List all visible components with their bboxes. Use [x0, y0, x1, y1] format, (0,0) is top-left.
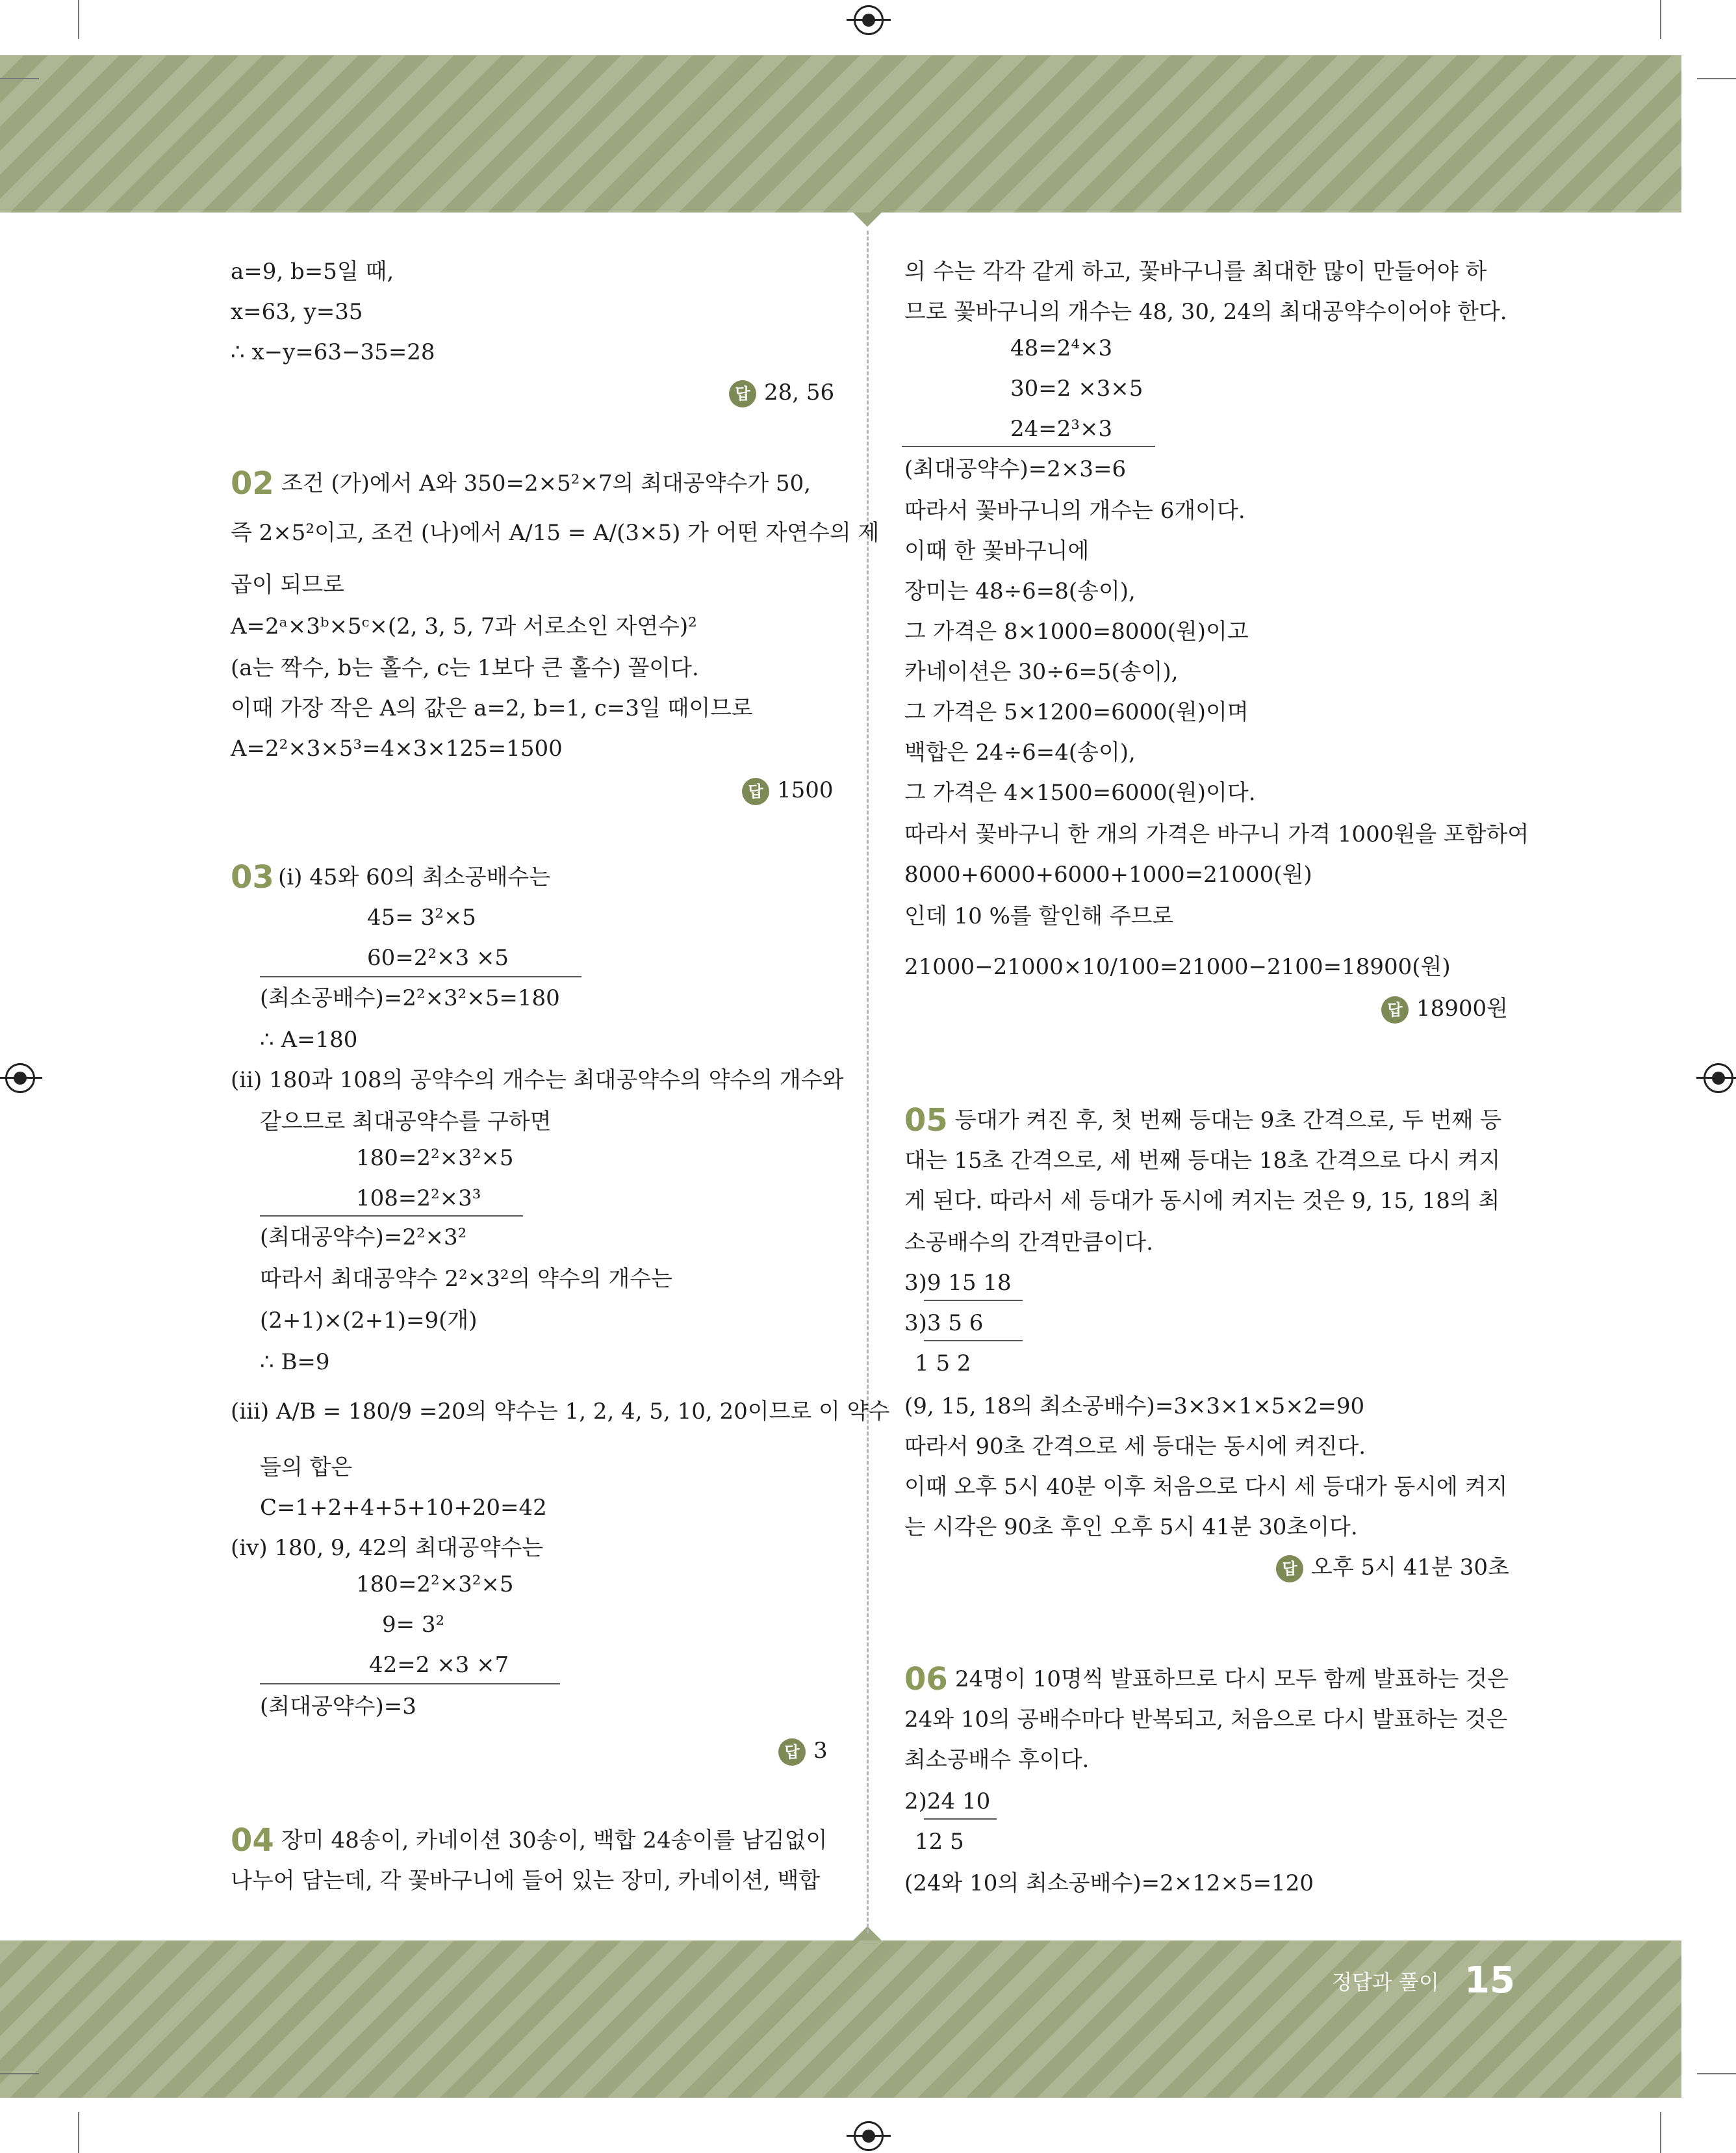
text-line: 9= 3²: [382, 1612, 445, 1638]
text-line: 따라서 꽃바구니의 개수는 6개이다.: [904, 498, 1245, 524]
text-line: (최대공약수)=3: [260, 1694, 416, 1720]
crop-mark: [78, 2112, 79, 2153]
crop-mark: [0, 78, 39, 79]
page-number: 15: [1464, 1959, 1515, 2002]
calc-rule: [902, 446, 1155, 447]
registration-mark-icon: [854, 5, 884, 35]
problem-number: 02: [231, 465, 274, 502]
text-line: ∴ A=180: [260, 1027, 358, 1053]
text-line: 그 가격은 5×1200=6000(원)이며: [904, 699, 1249, 725]
answer-text: 28, 56: [764, 380, 835, 406]
answer-row: [729, 378, 834, 407]
calc-rule: [260, 976, 581, 977]
text-line: 장미 48송이, 카네이션 30송이, 백합 24송이를 남김없이: [281, 1827, 828, 1853]
answer-badge-icon: 답: [1381, 996, 1409, 1024]
answer-row: [778, 1736, 828, 1766]
text-line: 24명이 10명씩 발표하므로 다시 모두 함께 발표하는 것은: [955, 1666, 1509, 1692]
text-line: (최대공약수)=2×3=6: [904, 456, 1127, 482]
calc-rule: [260, 1683, 560, 1684]
text-line: (a는 짝수, b는 홀수, c는 1보다 큰 홀수) 꼴이다.: [231, 655, 699, 681]
text-line: 카네이션은 30÷6=5(송이),: [904, 659, 1179, 685]
calc-rule: [924, 1818, 997, 1820]
answer-text: 오후 5시 41분 30초: [1311, 1554, 1509, 1580]
text-line: 48=2⁴×3: [1010, 335, 1113, 361]
text-line: 들의 합은: [260, 1454, 353, 1480]
text-line: (2+1)×(2+1)=9(개): [260, 1308, 478, 1334]
text-line: 즉 2×5²이고, 조건 (나)에서 A/15 = A/(3×5) 가 어떤 자연수의 제: [231, 520, 880, 546]
header-band: [0, 55, 1681, 213]
text-line: a=9, b=5일 때,: [231, 259, 394, 285]
calc-rule: [924, 1340, 1023, 1341]
answer-badge-icon: 답: [778, 1738, 806, 1766]
answer-text: 3: [813, 1738, 828, 1764]
problem-number: 04: [231, 1822, 274, 1859]
crop-mark: [1660, 2112, 1661, 2153]
text-line: 백합은 24÷6=4(송이),: [904, 740, 1136, 766]
text-line: 따라서 90초 간격으로 세 등대는 동시에 켜진다.: [904, 1434, 1366, 1460]
text-line: (최대공약수)=2²×3²: [260, 1224, 467, 1250]
registration-mark-icon: [5, 1063, 35, 1093]
text-line: 24와 10의 공배수마다 반복되고, 처음으로 다시 발표하는 것은: [904, 1707, 1508, 1733]
text-line: 소공배수의 간격만큼이다.: [904, 1230, 1153, 1256]
answer-row: [1276, 1553, 1509, 1582]
text-line: x=63, y=35: [231, 299, 363, 325]
column-divider: [867, 231, 869, 1933]
text-line: 180=2²×3²×5: [356, 1145, 514, 1171]
answer-badge-icon: 답: [729, 380, 756, 407]
text-line: 1 5 2: [915, 1350, 971, 1376]
problem-number: 05: [904, 1102, 948, 1139]
text-line: 그 가격은 8×1000=8000(원)이고: [904, 619, 1249, 645]
registration-mark-icon: [1704, 1063, 1733, 1093]
problem-number: 03: [231, 859, 274, 896]
answer-badge-icon: 답: [742, 778, 769, 805]
text-line: 24=2³×3: [1010, 416, 1113, 442]
answer-badge-icon: 답: [1276, 1555, 1303, 1582]
crop-mark: [1697, 2073, 1736, 2074]
answer-row: [742, 776, 834, 805]
text-line: (9, 15, 18의 최소공배수)=3×3×1×5×2=90: [904, 1393, 1365, 1419]
text-line: 30=2 ×3×5: [1010, 376, 1143, 402]
text-line: 108=2²×3³: [356, 1185, 481, 1211]
text-line: (ⅱ) 180과 108의 공약수의 개수는 최대공약수의 약수의 개수와: [231, 1067, 844, 1093]
text-line: 같으므로 최대공약수를 구하면: [260, 1109, 552, 1135]
crop-mark: [78, 0, 79, 39]
text-line: 60=2²×3 ×5: [367, 945, 509, 971]
header-notch: [853, 213, 882, 227]
text-line: 나누어 담는데, 각 꽃바구니에 들어 있는 장미, 카네이션, 백합: [231, 1868, 821, 1894]
problem-number: 06: [904, 1661, 948, 1697]
crop-mark: [1697, 78, 1736, 79]
text-line: 3)9 15 18: [904, 1270, 1012, 1296]
text-line: ∴ B=9: [260, 1349, 330, 1375]
text-line: ∴ x−y=63−35=28: [231, 339, 435, 365]
text-line: 그 가격은 4×1500=6000(원)이다.: [904, 780, 1256, 806]
calc-rule: [260, 1215, 523, 1217]
text-line: 따라서 최대공약수 2²×3²의 약수의 개수는: [260, 1266, 672, 1292]
footer-band: [0, 1940, 1681, 2098]
text-line: 최소공배수 후이다.: [904, 1747, 1090, 1773]
footer-label: 정답과 풀이: [1332, 1970, 1439, 1994]
text-line: (ⅲ) A/B = 180/9 =20의 약수는 1, 2, 4, 5, 10, 20이므로 이 약수: [231, 1399, 890, 1425]
text-line: 조건 (가)에서 A와 350=2×5²×7의 최대공약수가 50,: [281, 471, 811, 496]
text-line: 이때 가장 작은 A의 값은 a=2, b=1, c=3일 때이므로: [231, 695, 753, 721]
text-line: 8000+6000+6000+1000=21000(원): [904, 862, 1312, 888]
registration-mark-icon: [854, 2121, 884, 2151]
text-line: (최소공배수)=2²×3²×5=180: [260, 985, 560, 1011]
crop-mark: [1660, 0, 1661, 39]
text-line: A=2ᵃ×3ᵇ×5ᶜ×(2, 3, 5, 7과 서로소인 자연수)²: [231, 613, 697, 639]
text-line: C=1+2+4+5+10+20=42: [260, 1495, 547, 1521]
answer-text: 1500: [777, 777, 834, 803]
text-line: (ⅰ) 45와 60의 최소공배수는: [278, 864, 551, 890]
text-line: (24와 10의 최소공배수)=2×12×5=120: [904, 1870, 1314, 1896]
text-line: 등대가 켜진 후, 첫 번째 등대는 9초 간격으로, 두 번째 등: [955, 1107, 1502, 1133]
text-line: A=2²×3×5³=4×3×125=1500: [231, 736, 563, 762]
text-line: 12 5: [915, 1829, 964, 1855]
text-line: 는 시각은 90초 후인 오후 5시 41분 30초이다.: [904, 1514, 1358, 1540]
text-line: 이때 오후 5시 40분 이후 처음으로 다시 세 등대가 동시에 켜지: [904, 1474, 1508, 1500]
calc-rule: [924, 1300, 1023, 1301]
text-line: 2)24 10: [904, 1788, 991, 1814]
text-line: 게 된다. 따라서 세 등대가 동시에 켜지는 것은 9, 15, 18의 최: [904, 1188, 1500, 1214]
text-line: 3)3 5 6: [904, 1310, 984, 1336]
answer-text: 18900원: [1416, 996, 1509, 1022]
crop-mark: [0, 2073, 39, 2074]
answer-row: [1381, 994, 1508, 1024]
text-line: 42=2 ×3 ×7: [369, 1652, 509, 1678]
text-line: 인데 10 %를 할인해 주므로: [904, 903, 1174, 929]
text-line: (ⅳ) 180, 9, 42의 최대공약수는: [231, 1535, 544, 1561]
text-line: 의 수는 각각 같게 하고, 꽃바구니를 최대한 많이 만들어야 하: [904, 259, 1487, 285]
text-line: 45= 3²×5: [367, 905, 476, 931]
text-line: 180=2²×3²×5: [356, 1571, 514, 1597]
text-line: 장미는 48÷6=8(송이),: [904, 578, 1136, 604]
text-line: 따라서 꽃바구니 한 개의 가격은 바구니 가격 1000원을 포함하여: [904, 821, 1529, 847]
text-line: 므로 꽃바구니의 개수는 48, 30, 24의 최대공약수이어야 한다.: [904, 299, 1507, 325]
text-line: 대는 15초 간격으로, 세 번째 등대는 18초 간격으로 다시 켜지: [904, 1148, 1501, 1174]
text-line: 이때 한 꽃바구니에: [904, 538, 1090, 564]
text-line: 21000−21000×10/100=21000−2100=18900(원): [904, 954, 1451, 980]
text-line: 곱이 되므로: [231, 572, 345, 598]
